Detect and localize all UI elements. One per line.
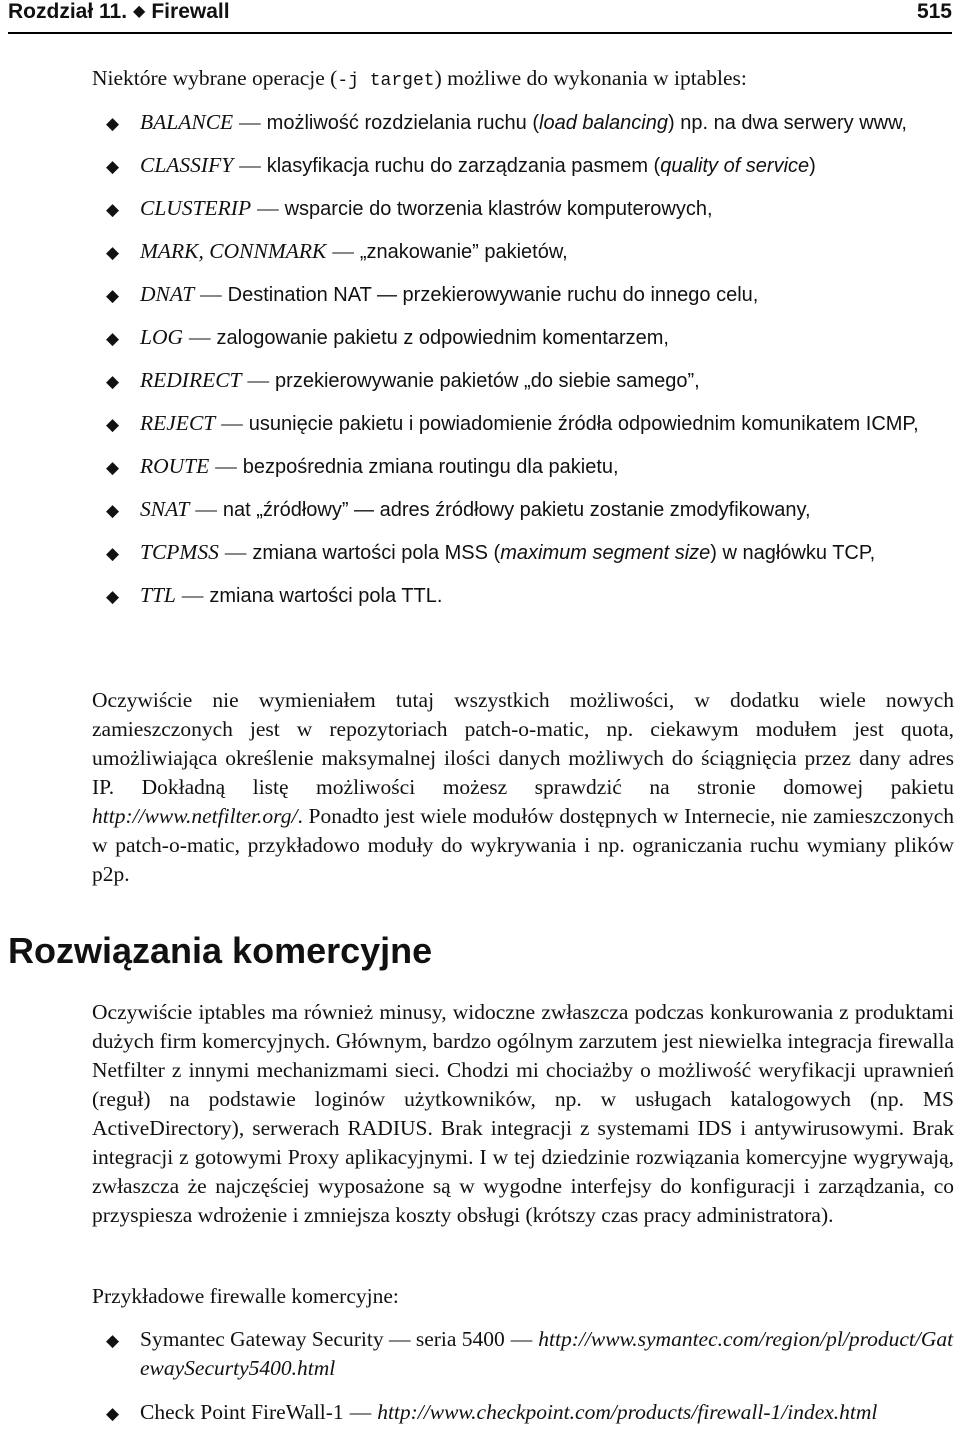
desc-italic: quality of service [660, 155, 810, 177]
target-name: ROUTE [140, 454, 210, 478]
section-heading: Rozwiązania komercyjne [8, 930, 433, 971]
target-desc [285, 198, 713, 220]
em-dash: — [247, 368, 270, 392]
diamond-icon: ◆ [133, 3, 146, 20]
em-dash: — [224, 540, 247, 564]
examples-intro: Przykładowe firewalle komercyjne: [92, 1284, 399, 1308]
desc-text-end: ) [809, 155, 816, 177]
em-dash: — [221, 411, 243, 435]
para1-after: . Ponadto jest wiele modułów dostępnych w Internecie, nie zamieszczonych w patch-o-matic, przykładowo moduły do wykrywania i np. ograniczania ruchu wymiany plików p2p. [92, 804, 954, 886]
intro-text: Niektóre wybrane operacje ( [92, 66, 338, 90]
bullet-icon: ◆ [106, 372, 120, 391]
target-desc [228, 284, 759, 306]
target-name: REDIRECT [140, 368, 242, 392]
target-name: MARK, CONNMARK [140, 239, 327, 263]
list-item [92, 409, 954, 439]
desc-text: wsparcie do tworzenia klastrów komputerowych, [284, 198, 713, 220]
desc-text: nat „źródłowy” — adres źródłowy pakietu zostanie zmodyfikowany, [222, 499, 811, 521]
list-item [92, 151, 954, 181]
section-label: Firewall [151, 0, 230, 23]
em-dash: — [200, 282, 222, 306]
list-item [92, 323, 954, 353]
product-name: Check Point FireWall-1 [140, 1400, 344, 1424]
product-url[interactable]: http://www.symantec.com/region/pl/product/GatewaySecurty5400.html [140, 1327, 954, 1380]
list-item [92, 237, 954, 267]
target-name: CLUSTERIP [140, 196, 252, 220]
paragraph-2 [92, 998, 954, 1230]
em-dash: — [189, 325, 211, 349]
desc-text: bezpośrednia zmiana routingu dla pakietu, [242, 456, 619, 478]
running-head [8, 0, 230, 24]
targets-section [92, 64, 954, 624]
desc-text: „znakowanie” pakietów, [359, 241, 568, 263]
desc-text: przekierowywanie pakietów „do siebie samego”, [275, 370, 700, 392]
target-desc [252, 542, 875, 564]
target-name: TCPMSS [140, 540, 219, 564]
list-item [92, 538, 954, 568]
list-item [92, 280, 954, 310]
target-desc [209, 585, 442, 607]
list-item [92, 452, 954, 482]
product-url[interactable]: http://www.checkpoint.com/products/firewall-1/index.html [377, 1400, 878, 1424]
desc-text: Destination NAT — przekierowywanie ruchu do innego celu, [227, 284, 759, 306]
code-snippet: -j target [337, 71, 435, 91]
desc-text: zmiana wartości pola MSS ( [252, 542, 501, 564]
em-dash: — [332, 239, 354, 263]
list-item [92, 366, 954, 396]
desc-text: możliwość rozdzielania ruchu ( [266, 112, 539, 134]
bullet-icon: ◆ [106, 1331, 120, 1350]
examples-list [92, 1325, 954, 1427]
target-name: TTL [140, 583, 176, 607]
desc-italic: maximum segment size [500, 542, 711, 564]
netfilter-link[interactable]: http://www.netfilter.org/ [92, 804, 298, 828]
target-desc [243, 456, 619, 478]
bullet-icon: ◆ [106, 157, 120, 176]
desc-text-end: ) np. na dwa serwery www, [668, 112, 907, 134]
list-item [92, 194, 954, 224]
bullet-icon: ◆ [106, 200, 120, 219]
target-name: LOG [140, 325, 184, 349]
page-number: 515 [916, 0, 952, 23]
chapter-label: Rozdział 11. [8, 0, 128, 23]
examples-section [92, 1282, 954, 1442]
target-desc [267, 155, 816, 177]
desc-text: zalogowanie pakietu z odpowiednim komentarzem, [216, 327, 669, 349]
target-name: REJECT [140, 411, 216, 435]
bullet-icon: ◆ [106, 415, 120, 434]
bullet-icon: ◆ [106, 114, 120, 133]
desc-text-end: ) w nagłówku TCP, [710, 542, 876, 564]
bullet-icon: ◆ [106, 286, 120, 305]
em-dash: — [510, 1327, 533, 1351]
em-dash: — [239, 110, 261, 134]
target-desc [267, 112, 907, 134]
paragraph-1 [92, 686, 954, 889]
list-item [92, 495, 954, 525]
desc-italic: load balancing [539, 112, 668, 134]
target-desc [249, 413, 919, 435]
target-name: DNAT [140, 282, 195, 306]
desc-text: zmiana wartości pola TTL. [209, 585, 443, 607]
target-desc [217, 327, 669, 349]
bullet-icon: ◆ [106, 501, 120, 520]
em-dash: — [239, 153, 261, 177]
intro-paragraph [92, 64, 954, 96]
bullet-icon: ◆ [106, 329, 120, 348]
bullet-icon: ◆ [106, 587, 120, 606]
target-name: SNAT [140, 497, 190, 521]
desc-text: usunięcie pakietu i powiadomienie źródła odpowiednim komunikatem ICMP, [248, 413, 919, 435]
em-dash: — [257, 196, 279, 220]
intro-text-end: ) możliwe do wykonania w iptables: [434, 66, 747, 90]
target-desc [223, 499, 811, 521]
em-dash: — [181, 583, 204, 607]
desc-text: klasyfikacja ruchu do zarządzania pasmem ( [266, 155, 661, 177]
target-name: CLASSIFY [140, 153, 234, 177]
target-desc [275, 370, 700, 392]
target-desc [360, 241, 568, 263]
para1-before: Oczywiście nie wymieniałem tutaj wszystkich możliwości, w dodatku wiele nowych zamieszczonych jest w repozytoriach patch-o-matic, np. ciekawym modułem jest quota, umożliwiająca określenie maksymalnej ilości danych możliwych do ściągnięcia przez dany adres IP. Dokładną listę możliwości możesz sprawdzić na stronie domowej pakietu [92, 688, 954, 799]
em-dash: — [215, 454, 237, 478]
bullet-icon: ◆ [106, 243, 120, 262]
para1-text [92, 686, 954, 889]
list-item [92, 1398, 954, 1427]
list-item [92, 1325, 954, 1383]
targets-list [92, 108, 954, 611]
target-name: BALANCE [140, 110, 234, 134]
em-dash: — [349, 1400, 372, 1424]
product-name: Symantec Gateway Security — seria 5400 [140, 1327, 505, 1351]
em-dash: — [195, 497, 217, 521]
list-item [92, 108, 954, 138]
list-item [92, 581, 954, 611]
page-header [8, 0, 952, 34]
bullet-icon: ◆ [106, 1404, 120, 1423]
para2-text: Oczywiście iptables ma również minusy, widoczne zwłaszcza podczas konkurowania z produktami dużych firm komercyjnych. Głównym, bardzo ogólnym zarzutem jest niewielka integracja firewalla Netfilter z innymi mechanizmami sieci. Chodzi mi chociażby o możliwość weryfikacji uprawnień (reguł) na podstawie loginów użytkowników, np. w usługach katalogowych (np. MS ActiveDirectory), serwerach RADIUS. Brak integracji z systemami IDS i antywirusowymi. Brak integracji z gotowymi Proxy aplikacyjnymi. I w tej dziedzinie rozwiązania komercyjne wygrywają, zwłaszcza że najczęściej wyposażone są w wygodne interfejsy do konfiguracji i zarządzania, co przyspiesza wdrożenie i zmniejsza koszty obsługi (krótszy czas pracy administratora). [92, 1000, 954, 1227]
bullet-icon: ◆ [106, 458, 120, 477]
bullet-icon: ◆ [106, 544, 120, 563]
